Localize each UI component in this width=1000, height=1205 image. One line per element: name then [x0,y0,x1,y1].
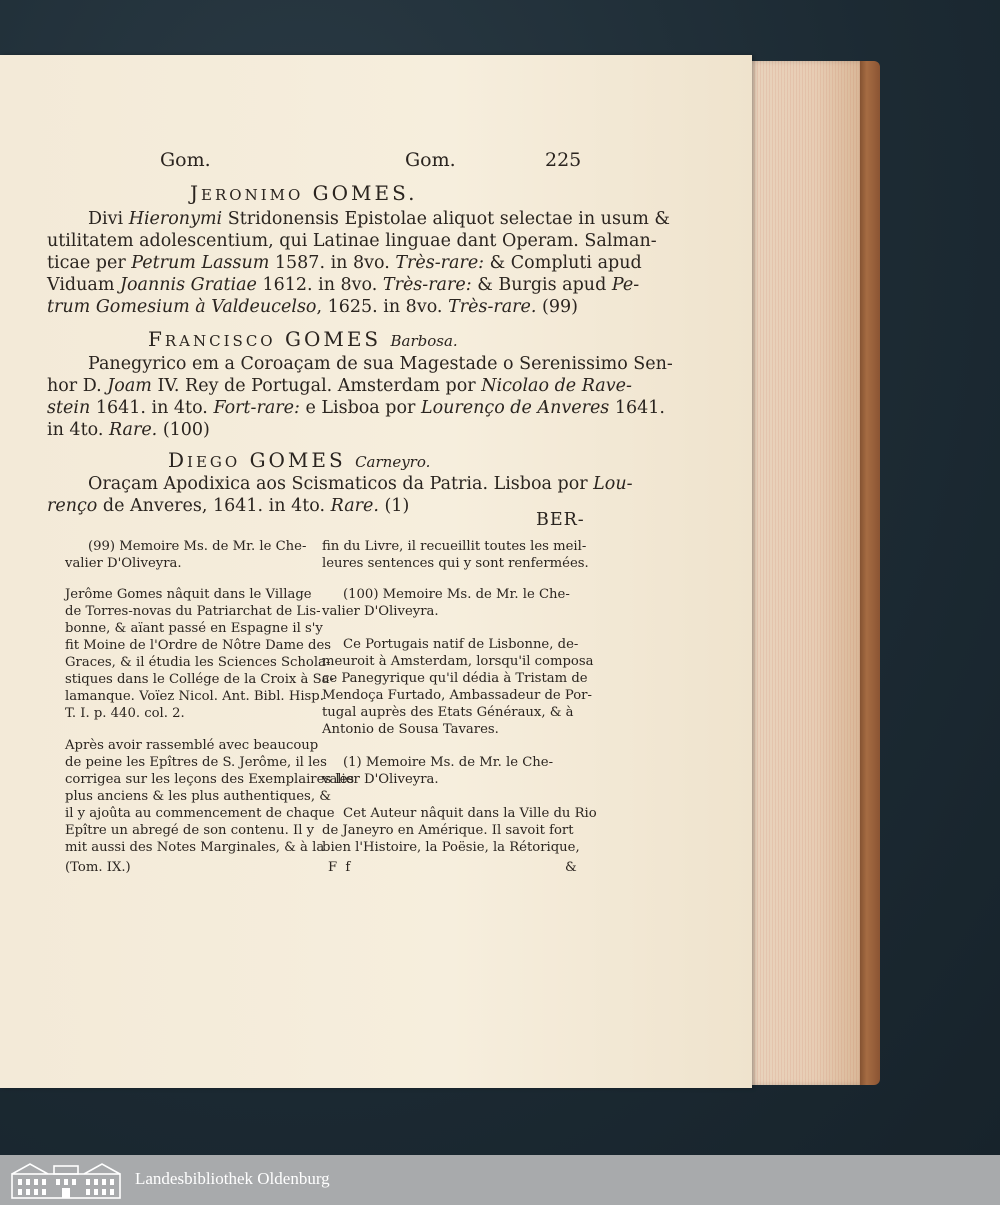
note-line: Ce Portugais natif de Lisbonne, de- [343,637,579,652]
entry-heading-diego: DIEGO GOMES Carneyro. [168,448,431,472]
entry-heading-jeronimo: JERONIMO GOMES. [190,181,418,205]
running-head-left: Gom. [160,149,211,171]
note-line: de Janeyro en Amérique. Il savoit fort [322,823,574,838]
catchword-bottom: & [565,860,577,875]
note-line: valier D'Oliveyra. [65,556,182,571]
note-line: ce Panegyrique qu'il dédia à Tristam de [322,671,588,686]
note-line: Graces, & il étudia les Sciences Schola- [65,655,331,670]
entry-heading-francisco: FRANCISCO GOMES Barbosa. [148,327,458,351]
note-line: tugal auprès des Etats Généraux, & à [322,705,574,720]
note-line: Jerôme Gomes nâquit dans le Village [65,587,312,602]
note-line: de Torres-novas du Patriarchat de Lis- [65,604,321,619]
page-fore-edge [748,61,860,1085]
catchword: BER- [536,510,585,530]
entry-line: Viduam Joannis Gratiae 1612. in 8vo. Très-rare: & Burgis apud Pe- [47,275,640,295]
entry-line: utilitatem adolescentium, qui Latinae linguae dant Operam. Salman- [47,231,657,251]
entry-line: stein 1641. in 4to. Fort-rare: e Lisboa por Lourenço de Anveres 1641. [47,398,665,418]
running-head-center: Gom. [405,149,456,171]
note-line: T. I. p. 440. col. 2. [65,706,185,721]
note-line: (100) Memoire Ms. de Mr. le Che- [343,587,570,602]
note-line: valier D'Oliveyra. [322,604,439,619]
note-line: fit Moine de l'Ordre de Nôtre Dame des [65,638,332,653]
entry-line: trum Gomesium à Valdeucelso, 1625. in 8vo. Très-rare. (99) [47,297,578,317]
note-line: bien l'Histoire, la Poësie, la Rétorique, [322,840,580,855]
entry-line: Oraçam Apodixica aos Scismaticos da Patria. Lisboa por Lou- [88,474,633,494]
library-building-logo-icon [10,1160,122,1200]
book-page [0,55,752,1088]
note-line: meuroit à Amsterdam, lorsqu'il composa [322,654,594,669]
entry-line: in 4to. Rare. (100) [47,420,210,440]
note-line: Après avoir rassemblé avec beaucoup [65,738,319,753]
entry-line: Panegyrico em a Coroaçam de sua Magestade o Serenissimo Sen- [88,354,673,374]
note-line: fin du Livre, il recueillit toutes les meil- [322,539,587,554]
entry-line: ticae per Petrum Lassum 1587. in 8vo. Très-rare: & Compluti apud [47,253,642,273]
note-line: Cet Auteur nâquit dans la Ville du Rio [343,806,597,821]
signature-mark: F f [328,860,353,875]
note-line: de peine les Epîtres de S. Jerôme, il les [65,755,327,770]
note-line: plus anciens & les plus authentiques, & [65,789,331,804]
note-line: bonne, & aïant passé en Espagne il s'y [65,621,323,636]
note-line: (1) Memoire Ms. de Mr. le Che- [343,755,554,770]
library-name: Landesbibliothek Oldenburg [135,1169,330,1188]
note-line: Mendoça Furtado, Ambassadeur de Por- [322,688,592,703]
library-footer [0,1155,1000,1205]
note-line: valier D'Oliveyra. [322,772,439,787]
note-line: stiques dans le Collége de la Croix à Sa- [65,672,334,687]
book-cover-edge [858,61,880,1085]
note-line: mit aussi des Notes Marginales, & à la [65,840,325,855]
note-line: (99) Memoire Ms. de Mr. le Che- [88,539,307,554]
book [0,55,880,1088]
entry-line: hor D. Joam IV. Rey de Portugal. Amsterdam por Nicolao de Rave- [47,376,632,396]
volume-mark: (Tom. IX.) [65,860,131,875]
entry-line: Divi Hieronymi Stridonensis Epistolae aliquot selectae in usum & [88,209,670,229]
page-number: 225 [545,149,582,171]
note-line: leures sentences qui y sont renfermées. [322,556,589,571]
note-line: il y ajoûta au commencement de chaque [65,806,335,821]
entry-line: renço de Anveres, 1641. in 4to. Rare. (1) [47,496,410,516]
note-line: lamanque. Voïez Nicol. Ant. Bibl. Hisp. [65,689,324,704]
note-line: corrigea sur les leçons des Exemplaires les [65,772,355,787]
note-line: Epître un abregé de son contenu. Il y [65,823,315,838]
note-line: Antonio de Sousa Tavares. [322,722,499,737]
